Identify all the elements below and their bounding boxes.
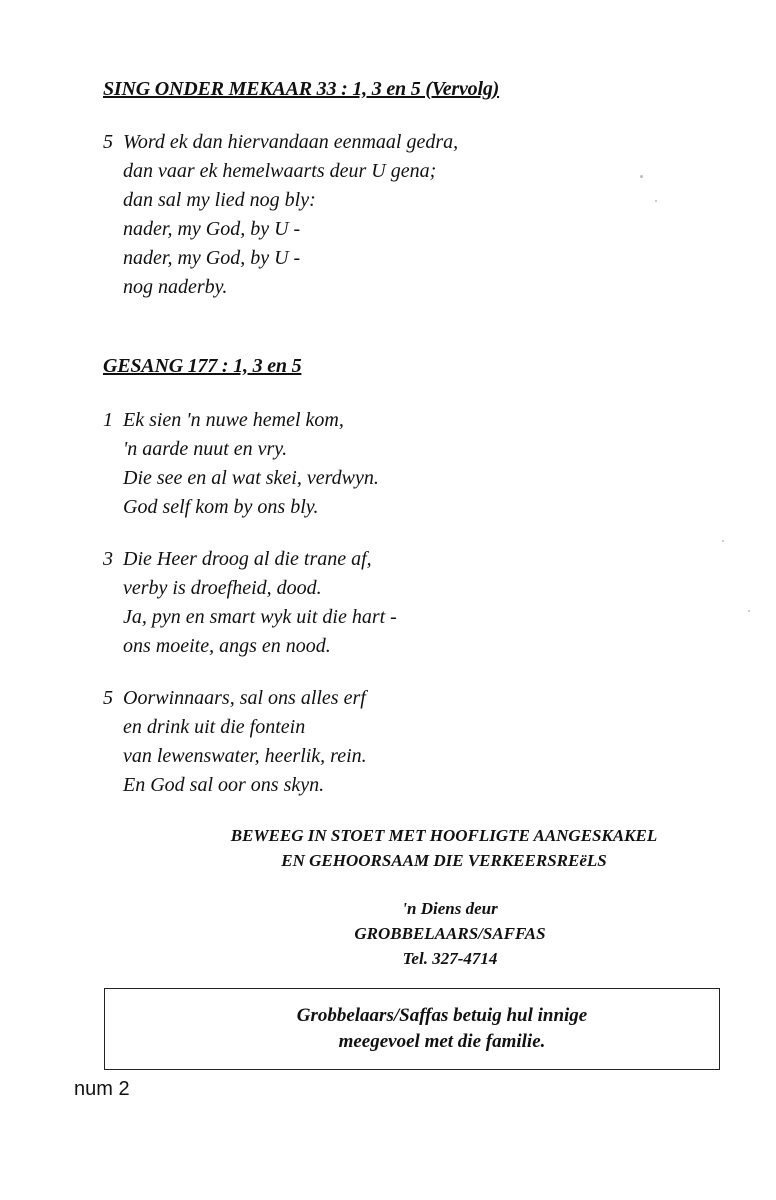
verse-number: 1 xyxy=(103,409,113,431)
notice-line: EN GEHOORSAAM DIE VERKEERSREëLS xyxy=(281,851,607,870)
verse-line-text: Ek sien 'n nuwe hemel kom, xyxy=(123,409,344,431)
verse-line-text: Die Heer droog al die trane af, xyxy=(123,548,372,570)
verse-line: dan vaar ek hemelwaarts deur U gena; xyxy=(123,160,437,182)
verse-number: 3 xyxy=(103,548,113,570)
verse-number: 5 xyxy=(103,131,113,153)
procession-notice xyxy=(160,823,728,873)
verse-line-text: Word ek dan hiervandaan eenmaal gedra, xyxy=(123,131,459,153)
condolence-line: Grobbelaars/Saffas betuig hul innige xyxy=(296,1005,588,1026)
verse-line: dan sal my lied nog bly: xyxy=(123,189,316,211)
verse-line: verby is droefheid, dood. xyxy=(123,577,322,599)
hymn-heading-gesang-177: GESANG 177 : 1, 3 en 5 xyxy=(103,355,302,377)
verse-line: ons moeite, angs en nood. xyxy=(123,635,331,657)
scan-speck xyxy=(722,540,724,542)
verse-line xyxy=(103,545,397,574)
verse-line: God self kom by ons bly. xyxy=(123,496,319,518)
scan-speck xyxy=(640,175,643,178)
verse-line: 'n aarde nuut en vry. xyxy=(123,438,288,460)
notice-line: BEWEEG IN STOET MET HOOFLIGTE AANGESKAKEL xyxy=(230,826,658,845)
verse-gesang-177-5 xyxy=(103,684,367,800)
verse-line: Die see en al wat skei, verdwyn. xyxy=(123,467,379,489)
condolence-line: meegevoel met die familie. xyxy=(338,1031,546,1052)
verse-number: 5 xyxy=(103,687,113,709)
verse-sing-onder-mekaar-5 xyxy=(103,128,458,302)
verse-line xyxy=(103,128,458,157)
verse-line: En God sal oor ons skyn. xyxy=(123,774,325,796)
verse-line: nog naderby. xyxy=(123,276,228,298)
condolence-box xyxy=(104,988,720,1070)
verse-gesang-177-3 xyxy=(103,545,397,661)
verse-line xyxy=(103,406,379,435)
service-line: 'n Diens deur xyxy=(402,899,498,918)
verse-gesang-177-1 xyxy=(103,406,379,522)
page-number-label: num 2 xyxy=(74,1078,130,1100)
hymn-heading-sing-onder-mekaar: SING ONDER MEKAAR 33 : 1, 3 en 5 (Vervolg) xyxy=(103,78,500,100)
verse-line: van lewenswater, heerlik, rein. xyxy=(123,745,367,767)
scan-speck xyxy=(655,200,657,202)
verse-line xyxy=(103,684,367,713)
verse-line-text: Oorwinnaars, sal ons alles erf xyxy=(123,687,366,709)
service-phone: Tel. 327-4714 xyxy=(402,949,498,968)
funeral-service-credit xyxy=(300,896,600,971)
verse-line: Ja, pyn en smart wyk uit die hart - xyxy=(123,606,397,628)
verse-line: en drink uit die fontein xyxy=(123,716,306,738)
verse-line: nader, my God, by U - xyxy=(123,247,301,269)
verse-line: nader, my God, by U - xyxy=(123,218,301,240)
service-company: GROBBELAARS/SAFFAS xyxy=(354,924,546,943)
scan-speck xyxy=(748,610,750,612)
